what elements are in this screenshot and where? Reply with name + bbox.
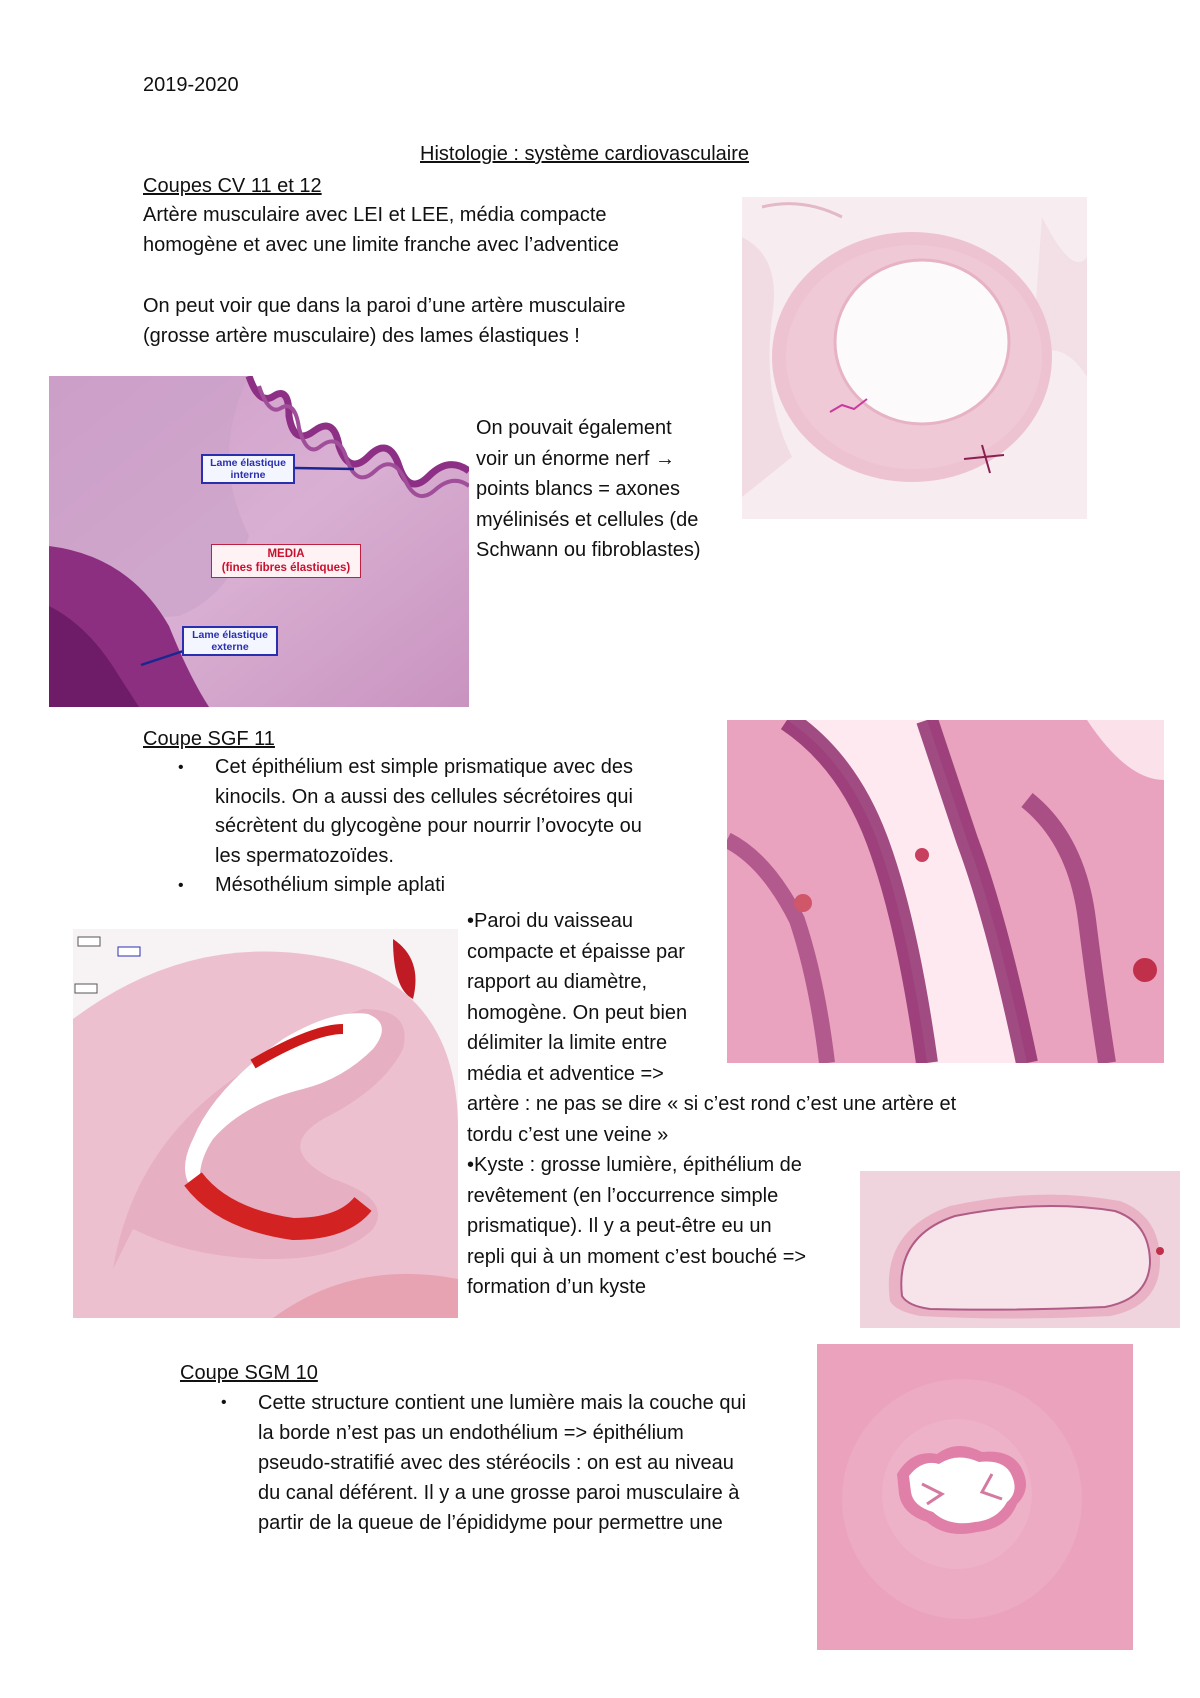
label-text: externe xyxy=(211,641,249,653)
bullet-line: pseudo-stratifié avec des stéréocils : on est au niveau xyxy=(258,1452,734,1474)
paroi-line: rapport au diamètre, xyxy=(467,971,648,993)
cv-line: (grosse artère musculaire) des lames élastiques ! xyxy=(143,324,580,347)
paroi-line: revêtement (en l’occurrence simple xyxy=(467,1184,779,1207)
year-label: 2019-2020 xyxy=(143,74,239,96)
bullet-item xyxy=(178,753,715,871)
label-text: Lame élastique xyxy=(192,629,268,641)
label-text: Lame élastique xyxy=(210,457,286,469)
nerve-text-block xyxy=(476,413,701,566)
paroi-line: délimiter la limite entre xyxy=(467,1032,668,1054)
nerve-line: voir un énorme nerf → xyxy=(476,447,675,470)
heading-sgm: Coupe SGM 10 xyxy=(180,1362,318,1384)
artery-cross-section-image xyxy=(742,197,1087,519)
label-text: (fines fibres élastiques) xyxy=(221,562,351,574)
sgf-bullets xyxy=(178,753,715,901)
cv-line: Artère musculaire avec LEI et LEE, média compacte xyxy=(143,204,607,226)
heading-cv: Coupes CV 11 et 12 xyxy=(143,175,322,197)
nerve-line: On pouvait également xyxy=(476,417,672,439)
paroi-line: compacte et épaisse par xyxy=(467,940,685,963)
paroi-line: tordu c’est une veine » xyxy=(467,1123,669,1146)
bullet-line: sécrètent du glycogène pour nourrir l’ovocyte ou xyxy=(215,815,642,837)
page-title: Histologie : système cardiovasculaire xyxy=(420,143,750,165)
bullet-item xyxy=(221,1388,818,1538)
paroi-line: •Paroi du vaisseau xyxy=(467,910,633,932)
bullet-line: les spermatozoïdes. xyxy=(215,844,394,867)
bullet-dot: • xyxy=(221,1394,227,1411)
paroi-line: artère : ne pas se dire « si c’est rond c’est une artère et xyxy=(467,1093,957,1115)
paroi-line: homogène. On peut bien xyxy=(467,1001,688,1024)
elastic-laminae-micrograph xyxy=(49,376,469,707)
paroi-line: média et adventice => xyxy=(467,1062,664,1085)
paroi-line: •Kyste : grosse lumière, épithélium de xyxy=(467,1154,802,1176)
sgm-bullets xyxy=(221,1388,818,1538)
bullet-line: Cette structure contient une lumière mais la couche qui xyxy=(258,1392,747,1414)
nerve-line: points blancs = axones xyxy=(476,478,681,500)
bullet-line: la borde n’est pas un endothélium => épithélium xyxy=(258,1422,684,1444)
paroi-line: prismatique). Il y a peut-être eu un xyxy=(467,1215,772,1237)
bullet-item xyxy=(178,871,715,901)
bullet-line: Cet épithélium est simple prismatique avec des xyxy=(215,756,633,778)
label-internal-elastic-lamina xyxy=(201,454,295,484)
label-text: interne xyxy=(230,469,266,481)
vas-deferens-image xyxy=(817,1344,1133,1650)
cv-line: homogène et avec une limite franche avec l’adventice xyxy=(143,233,619,256)
cv-line: On peut voir que dans la paroi d’une artère musculaire xyxy=(143,295,626,317)
cyst-image xyxy=(860,1171,1180,1328)
bullet-line: du canal déférent. Il y a une grosse paroi musculaire à xyxy=(258,1482,740,1504)
bullet-line: kinocils. On a aussi des cellules sécrétoires qui xyxy=(215,785,633,808)
label-text: MEDIA xyxy=(267,548,305,560)
muscular-vessel-image xyxy=(73,929,458,1318)
bullet-dot: • xyxy=(178,759,184,776)
bullet-line: Mésothélium simple aplati xyxy=(215,874,446,896)
cv-text-block xyxy=(143,201,626,351)
bullet-line: partir de la queue de l’épididyme pour permettre une xyxy=(258,1512,723,1534)
label-media xyxy=(211,544,361,578)
nerve-line: myélinisés et cellules (de xyxy=(476,508,699,531)
nerve-line: Schwann ou fibroblastes) xyxy=(476,539,701,561)
paroi-line: repli qui à un moment c’est bouché => xyxy=(467,1245,807,1268)
bullet-dot: • xyxy=(178,877,184,894)
paroi-line: formation d’un kyste xyxy=(467,1276,646,1298)
heading-sgf: Coupe SGF 11 xyxy=(143,728,275,750)
label-external-elastic-lamina xyxy=(182,626,278,656)
